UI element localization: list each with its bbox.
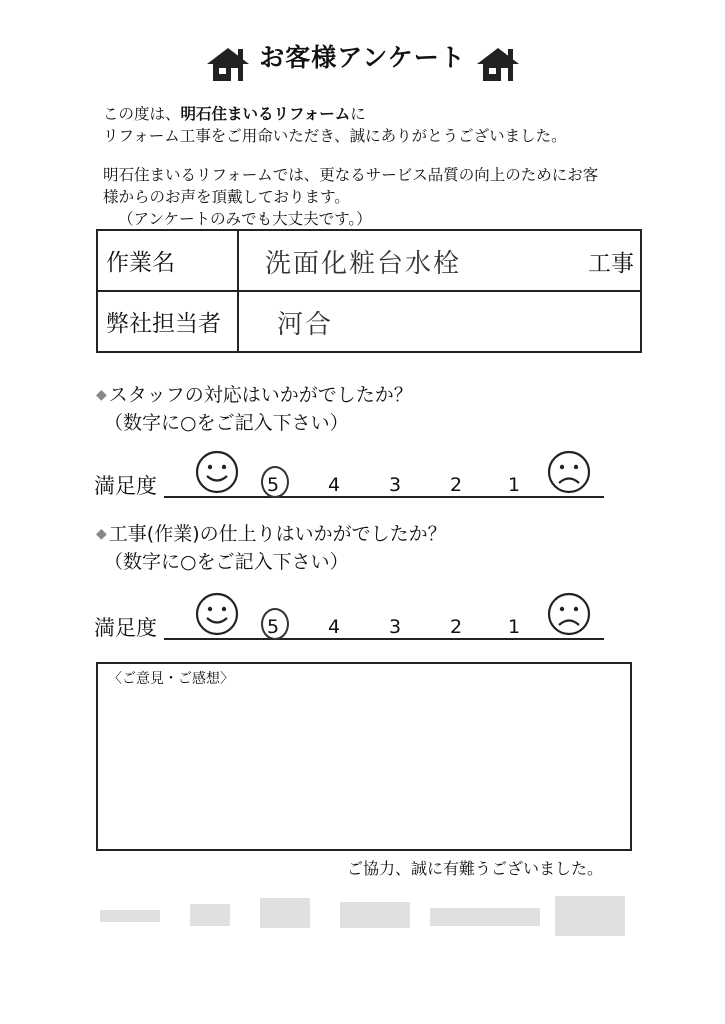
staff-value: 河合 [277,310,334,340]
comments-label: 〈ご意見・ご感想〉 [108,671,234,687]
sad-face-icon [546,592,592,636]
rating-option-2[interactable]: 2 [449,616,463,638]
intro-line-3: 明石住まいるリフォームでは、更なるサービス品質の向上のためにお客 [103,166,599,184]
thanks-message: ご協力、誠に有難うございました。 [346,859,603,878]
work-name-field[interactable] [238,230,641,291]
work-name-label: 作業名 [97,230,238,291]
intro-line-2: リフォーム工事をご用命いただき、誠にありがとうございました。 [103,127,567,145]
question-1: ◆ スタッフの対応はいかがでしたか？ [96,384,413,406]
rating-option-2[interactable]: 2 [449,474,463,496]
work-suffix: 工事 [588,251,634,277]
rating-option-1[interactable]: 1 [507,474,521,496]
diamond-bullet-icon: ◆ [96,526,107,542]
work-name-value: 洗面化粧台水栓 [265,249,462,279]
underline [164,638,604,640]
house-icon [475,44,521,84]
rating-option-1[interactable]: 1 [507,616,521,638]
rating-row-1 [94,450,614,500]
smile-face-icon [194,592,240,636]
table-row [97,230,641,291]
question-1-instruction: （数字に○をご記入下さい） [104,412,349,434]
rating-option-5[interactable]: 5 [266,474,280,496]
diamond-bullet-icon: ◆ [96,387,107,403]
rating-row-2 [94,592,614,642]
info-table [96,229,642,353]
intro-line-1: この度は、明石住まいるリフォームに [103,105,366,123]
rating-option-4[interactable]: 4 [327,474,341,496]
staff-label: 弊社担当者 [97,291,238,352]
page-title: お客様アンケート [259,43,466,72]
rating-option-4[interactable]: 4 [327,616,341,638]
company-name: 明石住まいるリフォーム [180,105,351,123]
table-row [97,291,641,352]
satisfaction-label: 満足度 [94,616,157,640]
question-2: ◆ 工事(作業)の仕上りはいかがでしたか？ [96,523,447,545]
satisfaction-label: 満足度 [94,474,157,498]
rating-option-5[interactable]: 5 [266,616,280,638]
underline [164,496,604,498]
rating-option-3[interactable]: 3 [388,474,402,496]
redacted-area [100,890,630,942]
intro-line-5: （アンケートのみでも大丈夫です。） [118,210,372,228]
question-2-instruction: （数字に○をご記入下さい） [104,551,349,573]
sad-face-icon [546,450,592,494]
intro-line-4: 様からのお声を頂戴しております。 [103,188,350,206]
comments-box[interactable] [96,662,632,851]
staff-field[interactable] [238,291,641,352]
rating-option-3[interactable]: 3 [388,616,402,638]
smile-face-icon [194,450,240,494]
